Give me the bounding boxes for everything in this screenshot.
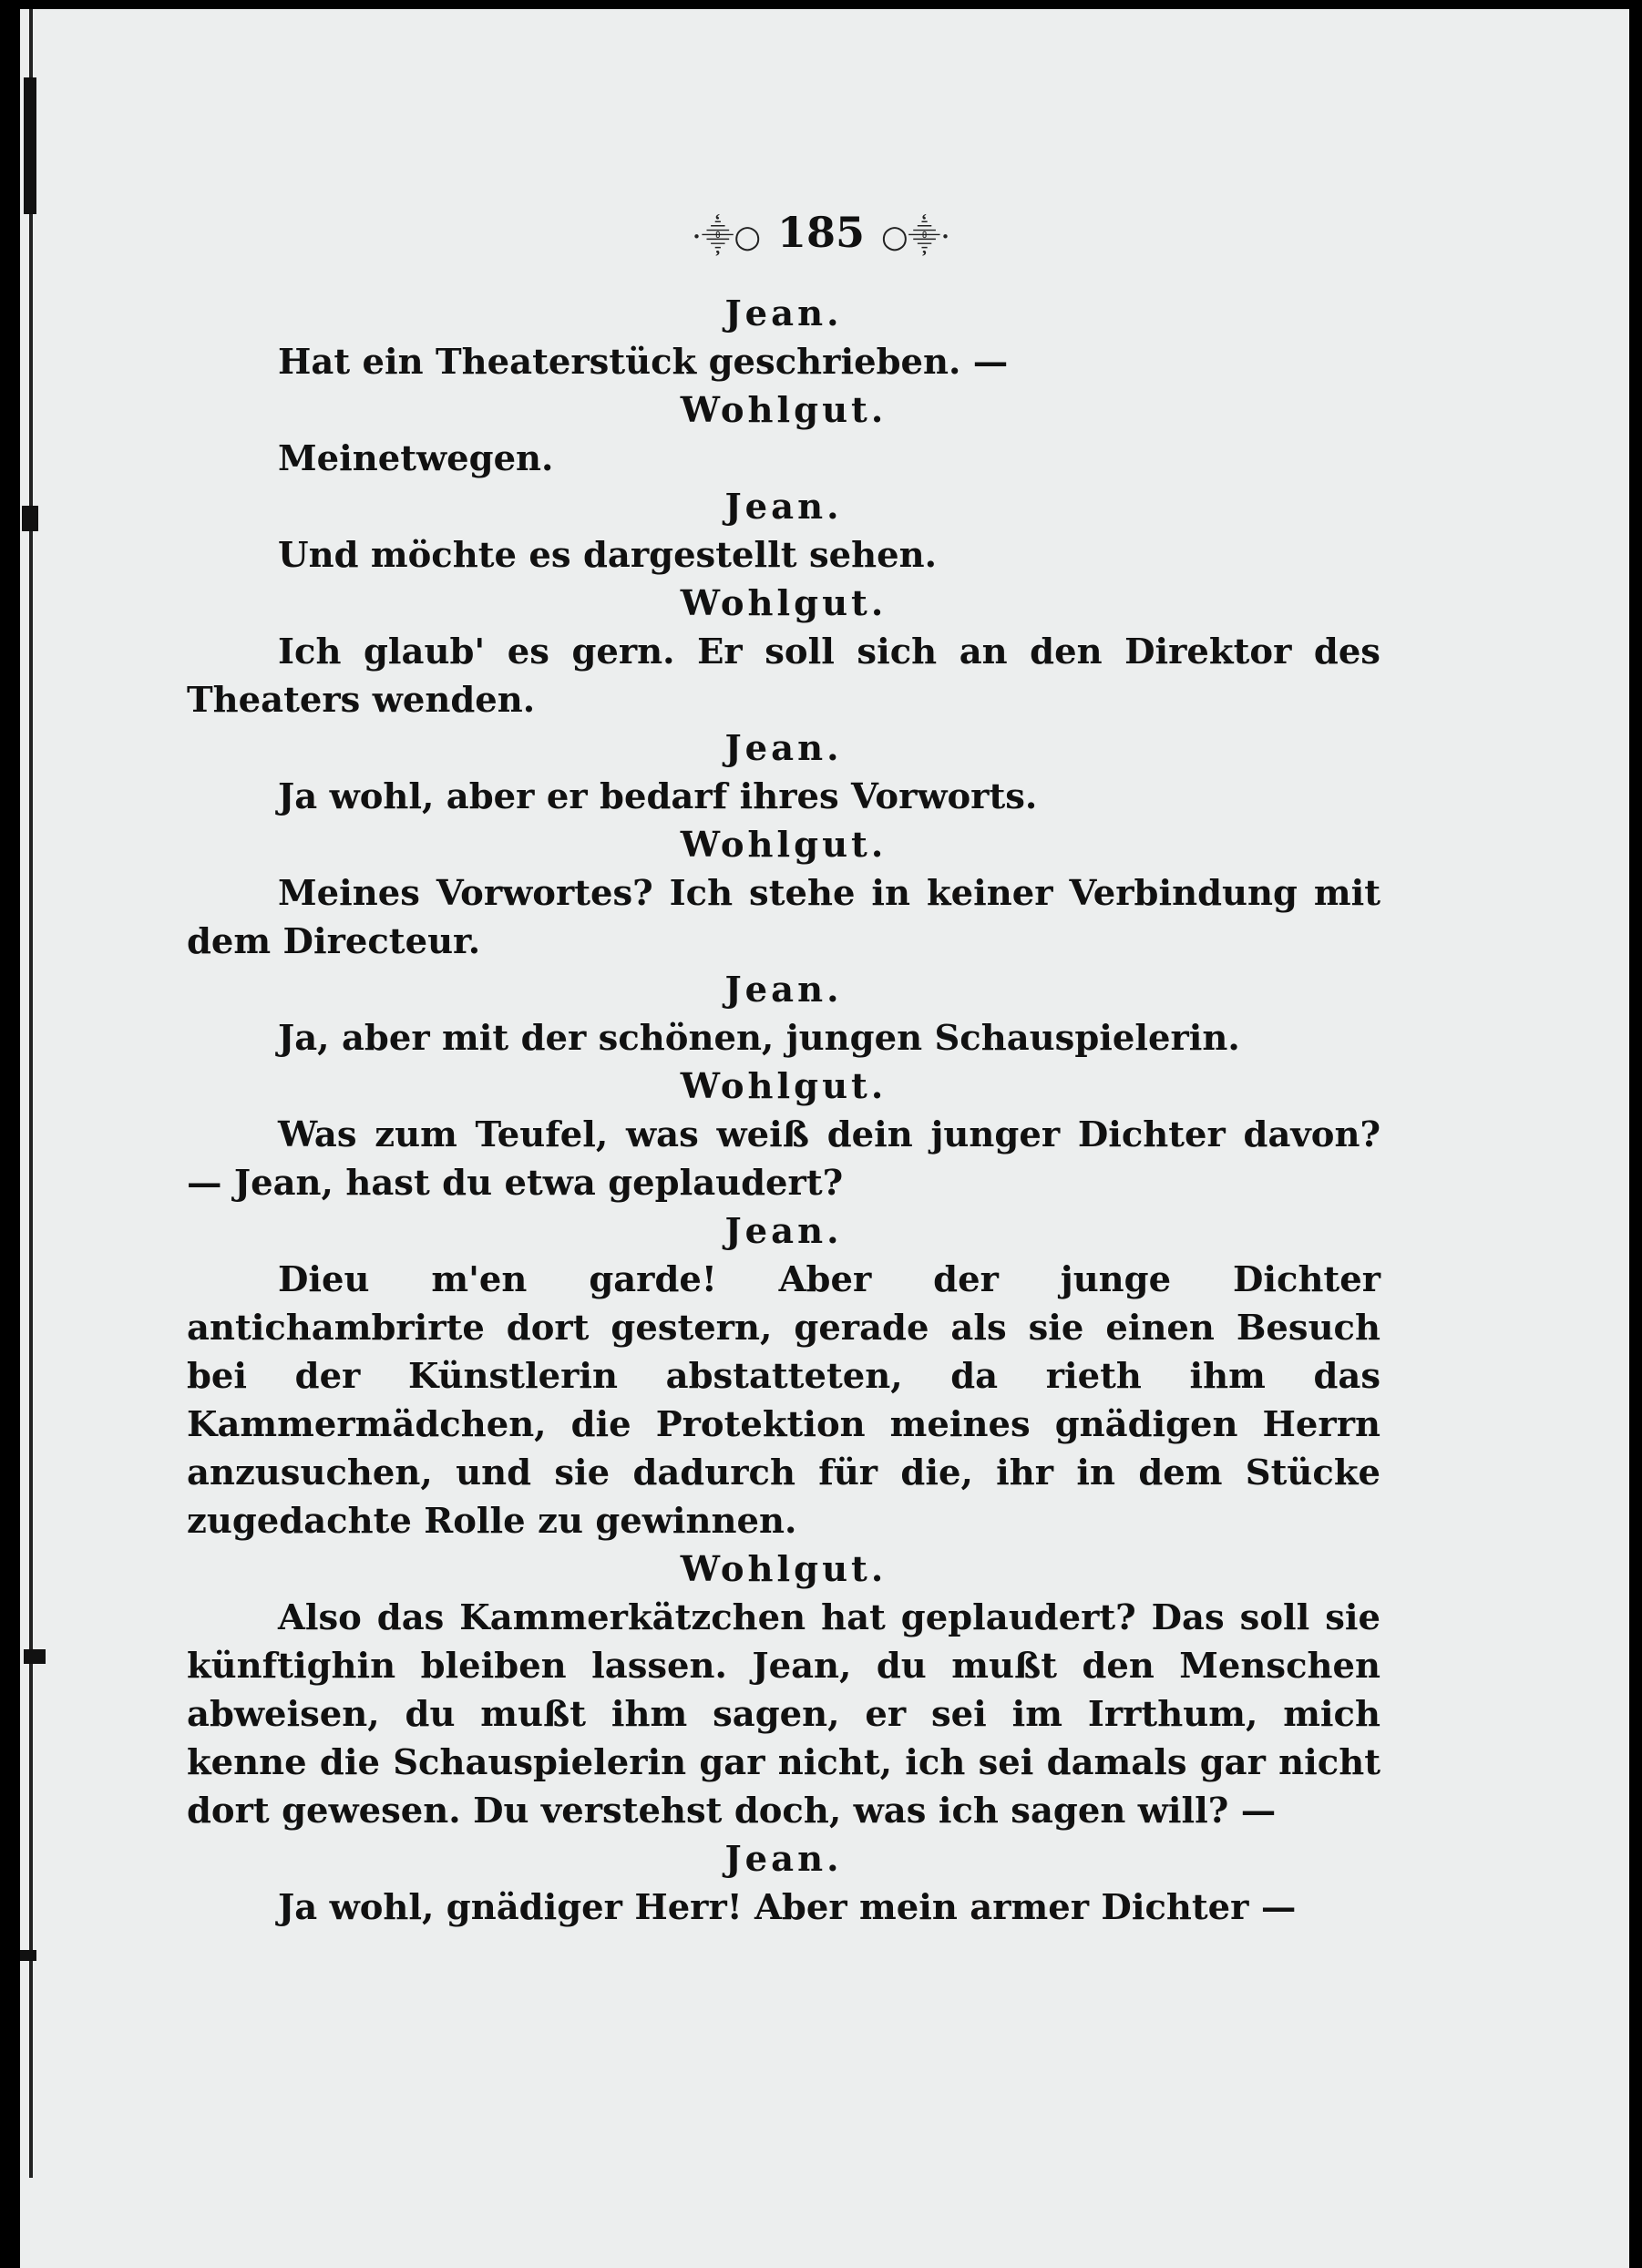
scan-border-top [0,0,1642,9]
speech-paragraph: Ja, aber mit der schönen, jungen Schauspielerin. [278,1018,1240,1059]
speaker-name: Wohlgut. [680,1549,888,1590]
speech-paragraph: Dieu m'en garde! Aber der junge Dichter antichambrirte dort gestern, gerade als sie einen Besuch bei der Künstlerin abstatteten, da rieth ihm das Kammermädchen, die Protektion meines gnädigen Herrn anzusuchen, und sie dadurch für die, ihr in dem Stücke zugedachte Rolle zu gewinnen. [187,1259,1380,1542]
speaker-name: Wohlgut. [680,583,888,624]
spine-mark [24,77,36,214]
speech-paragraph: Hat ein Theaterstück geschrieben. — [278,342,1009,383]
speaker-name: Jean. [724,970,843,1011]
speaker-name: Wohlgut. [680,390,888,431]
speech-paragraph: Ja wohl, gnädiger Herr! Aber mein armer Dichter — [278,1887,1297,1928]
page-number: 185 [776,208,866,257]
speaker-name: Wohlgut. [680,1066,888,1107]
speech-paragraph: Meinetwegen. [278,438,554,479]
speaker-name: Wohlgut. [680,825,888,866]
ornament-left-icon: ·⸎○ [692,219,761,255]
scan-border-right [1629,0,1642,2268]
spine-mark [22,506,38,531]
speech-paragraph: Also das Kammerkätzchen hat geplaudert? Das soll sie künftighin bleiben lassen. Jean, du mußt den Menschen abweisen, du mußt ihm sagen, er sei im Irrthum, mich kenne die Schauspielerin gar nicht, ich sei damals gar nicht dort gewesen. Du verstehst doch, was ich sagen will? — [187,1597,1380,1832]
speaker-name: Jean. [724,1211,843,1252]
speaker-name: Jean. [724,487,843,528]
scan-border-left [0,0,20,2268]
speech-paragraph: Ja wohl, aber er bedarf ihres Vorworts. [278,776,1038,817]
spine-mark [24,1649,46,1664]
speaker-name: Jean. [724,728,843,769]
book-spine-edge [29,9,33,2178]
speaker-name: Jean. [724,1839,843,1880]
speech-paragraph: Ich glaub' es gern. Er soll sich an den Direktor des Theaters wenden. [187,631,1380,721]
page-header [0,208,1642,257]
spine-mark [20,1950,36,1961]
speech-paragraph: Meines Vorwortes? Ich stehe in keiner Verbindung mit dem Directeur. [187,873,1380,962]
speech-paragraph: Und möchte es dargestellt sehen. [278,535,938,576]
dialogue-text [187,290,1380,1932]
speaker-name: Jean. [724,293,843,334]
ornament-right-icon: ○⸎· [881,219,950,255]
speech-paragraph: Was zum Teufel, was weiß dein junger Dichter davon? — Jean, hast du etwa geplaudert? [187,1114,1380,1204]
